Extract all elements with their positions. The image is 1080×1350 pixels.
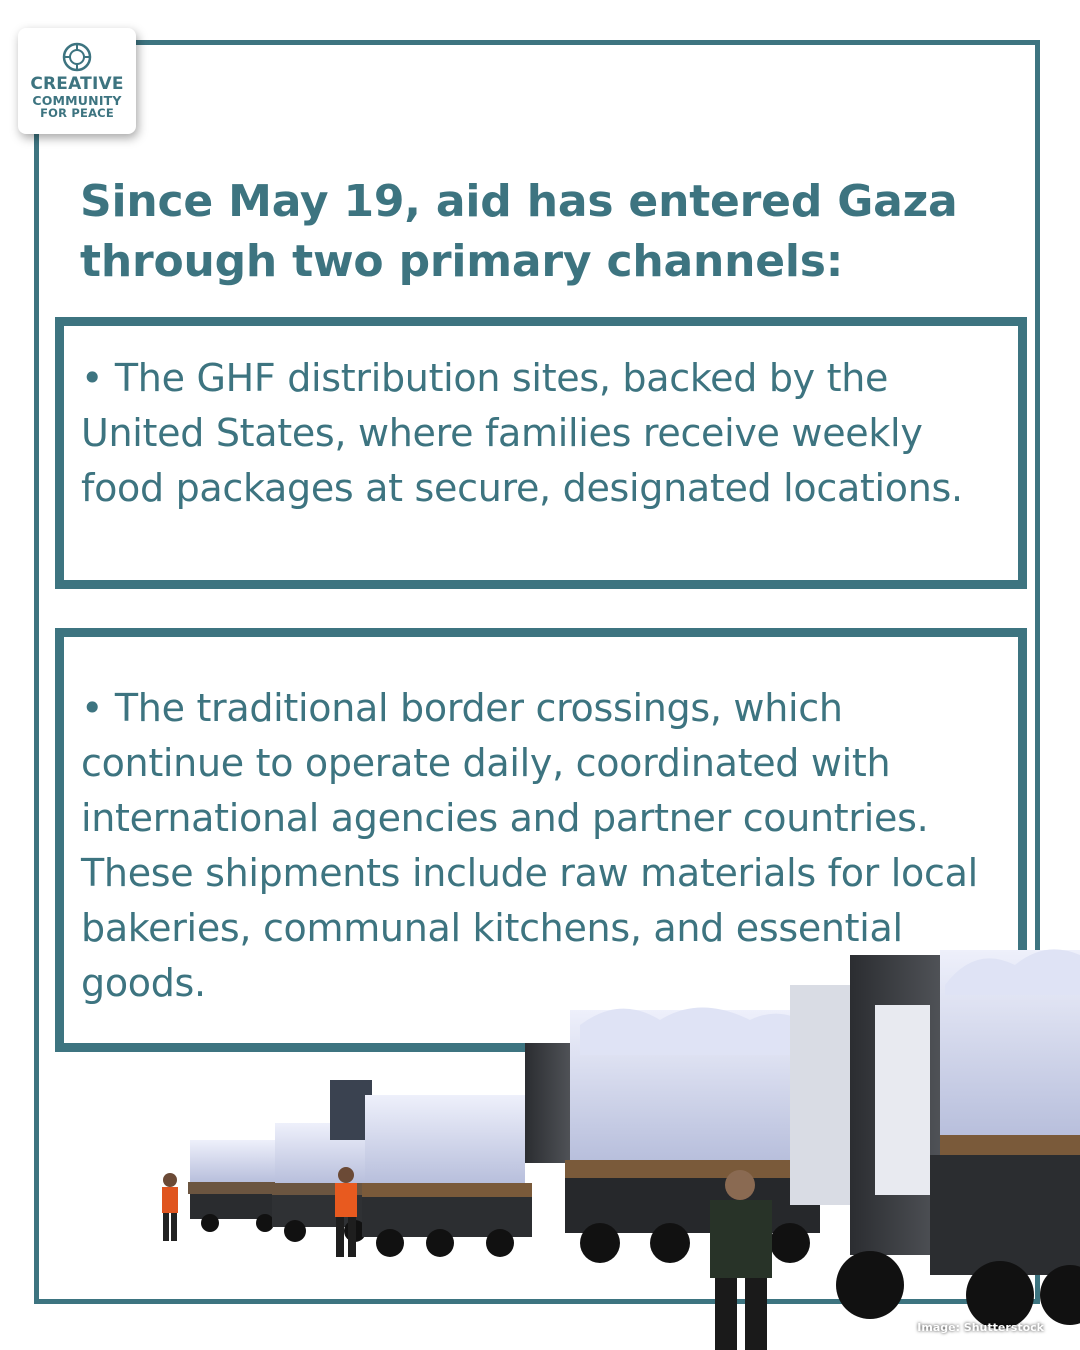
logo-text-line3: FOR PEACE: [40, 106, 114, 121]
truck-mid-2: [525, 1008, 820, 1264]
logo-text-line2: COMMUNITY: [32, 93, 122, 109]
page-heading: Since May 19, aid has entered Gaza through two primary channels:: [80, 176, 958, 287]
worker-figure-1: [162, 1173, 178, 1241]
channel-card-ghf: [55, 317, 1027, 589]
truck-far-2: [272, 1123, 374, 1242]
brand-logo: [18, 28, 136, 134]
channel-text-ghf: • The GHF distribution sites, backed by the United States, where families receive weekly food packages at secure, designated locations.: [81, 356, 963, 510]
channel-text-border-crossings: • The traditional border crossings, which continue to operate daily, coordinated with international agencies and partner countries. These shipments include raw materials for local bakeries, communal kitchens, and essential goods.: [81, 686, 978, 1005]
truck-far-1: [188, 1140, 283, 1232]
aid-truck-convoy-photo: [150, 925, 1080, 1350]
ccfp-emblem-icon: [62, 42, 92, 72]
image-credit: Image: Shutterstock: [917, 1321, 1044, 1334]
truck-front: [790, 949, 1080, 1329]
logo-text-line1: CREATIVE: [30, 74, 124, 95]
